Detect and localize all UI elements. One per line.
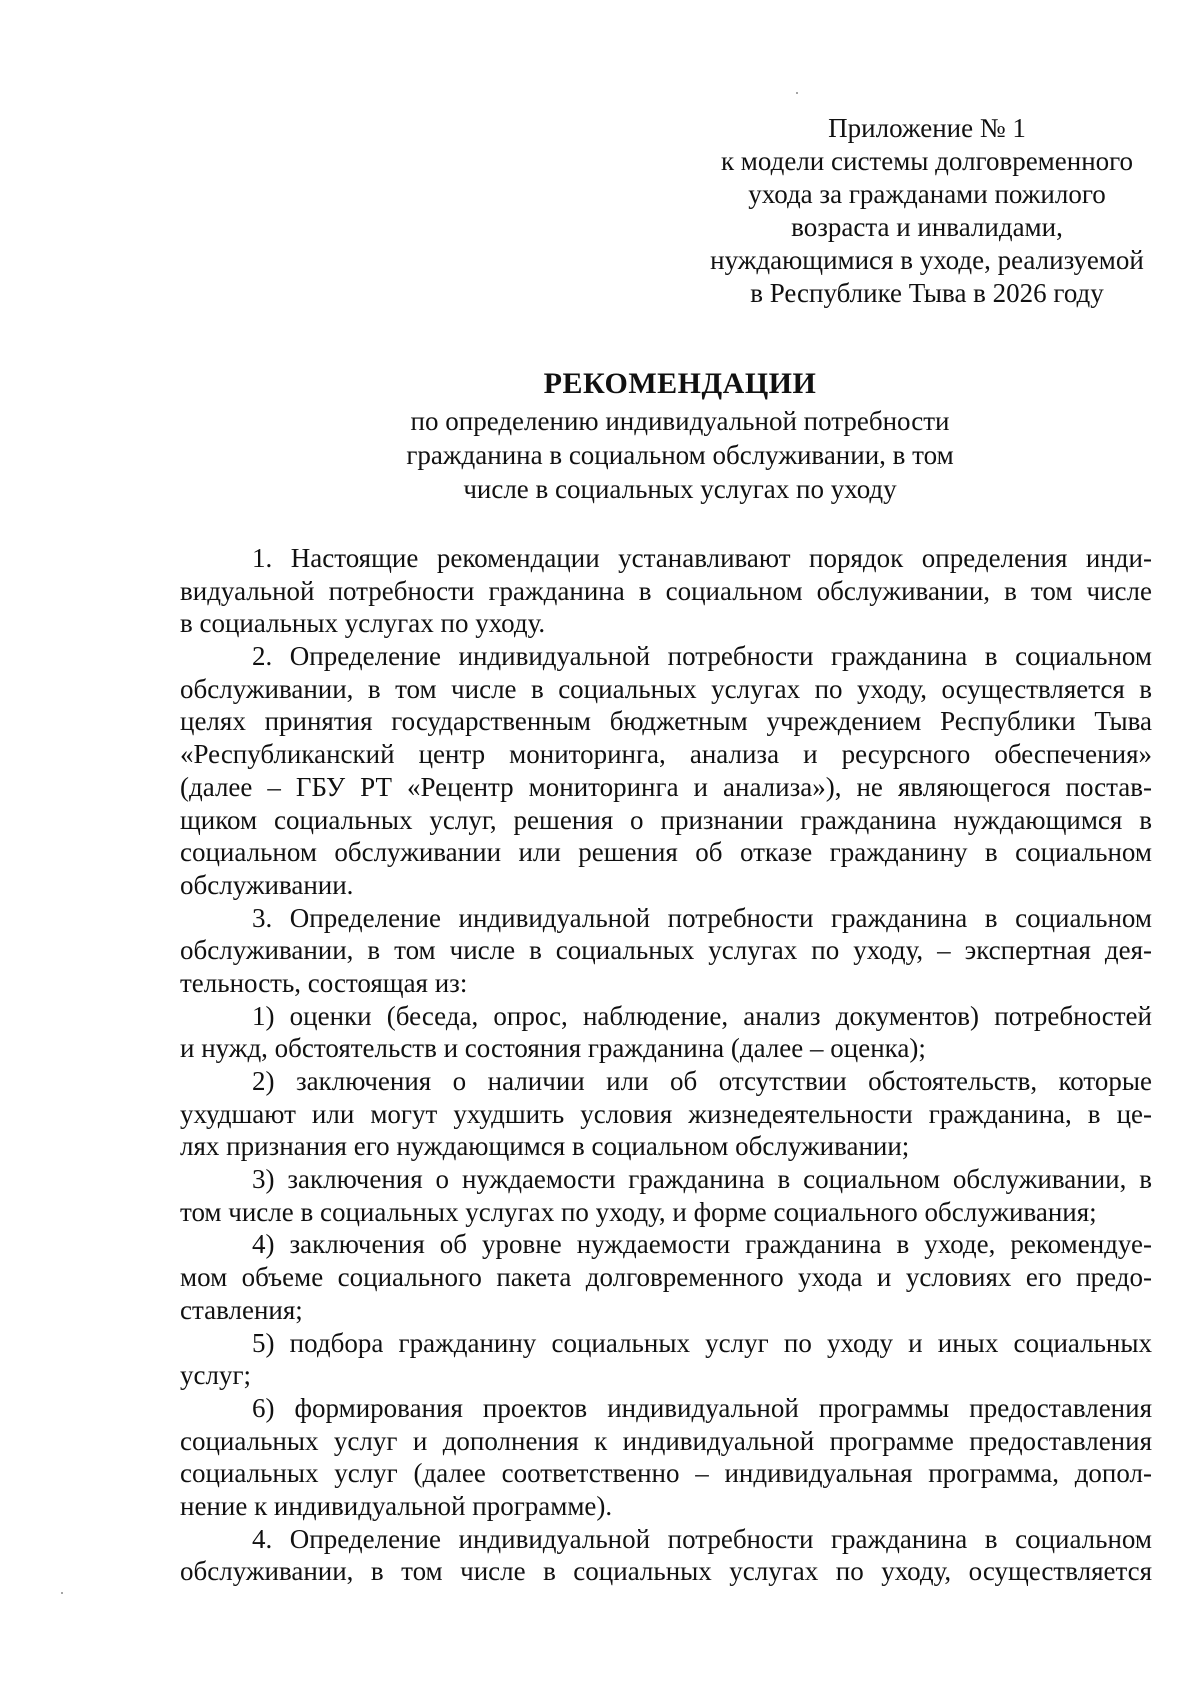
paragraph-3-line: обслуживании, в том числе в социальных услугах по уходу, – экспертная дея- <box>180 935 1152 966</box>
appendix-line: ухода за гражданами пожилого <box>748 179 1106 209</box>
appendix-line: к модели системы долговременного <box>720 146 1134 176</box>
title-block <box>180 367 1180 506</box>
list-item-4-line: ставления; <box>180 1294 303 1325</box>
paragraph-2-line: 2. Определение индивидуальной потребности гражданина в социальном <box>252 641 1152 672</box>
list-item-2-line: ухудшают или могут ухудшить условия жизнедеятельности гражданина, в це- <box>180 1098 1152 1129</box>
list-item-2-line: лях признания его нуждающимся в социальном обслуживании; <box>180 1131 910 1162</box>
list-item-2-line: 2) заключения о наличии или об отсутствии обстоятельств, которые <box>252 1066 1152 1096</box>
list-item-1-line: и нужд, обстоятельств и состояния гражданина (далее – оценка); <box>180 1033 926 1064</box>
list-item-5-line: услуг; <box>180 1360 252 1391</box>
paragraph-4-line: обслуживании, в том числе в социальных услугах по уходу, осуществляется <box>180 1556 1152 1587</box>
paragraph-4-line: 4. Определение индивидуальной потребности гражданина в социальном <box>252 1523 1152 1554</box>
list-item-6-line: социальных услуг (далее соответственно – индивидуальная программа, допол- <box>180 1458 1152 1489</box>
paragraph-2-line: обслуживании. <box>180 869 354 900</box>
list-item-3-line: 3) заключения о нуждаемости гражданина в социальном обслуживании, в <box>252 1164 1152 1195</box>
document-title: РЕКОМЕНДАЦИИ <box>543 367 817 400</box>
list-item-6-line: 6) формирования проектов индивидуальной программы предоставления <box>252 1392 1152 1423</box>
list-item-3-line: том числе в социальных услугах по уходу, и форме социального обслуживания; <box>180 1196 1097 1227</box>
paragraph-2-line: «Республиканский центр мониторинга, анализа и ресурсного обеспечения» <box>180 739 1152 770</box>
paragraph-1-line: в социальных услугах по уходу. <box>180 608 546 639</box>
appendix-line: возраста и инвалидами, <box>791 212 1063 242</box>
appendix-line: Приложение № 1 <box>828 113 1026 143</box>
subtitle-line: гражданина в социальном обслуживании, в том <box>406 440 954 470</box>
paragraph-1-line: 1. Настоящие рекомендации устанавливают порядок определения инди- <box>252 543 1152 573</box>
list-item-1-line: 1) оценки (беседа, опрос, наблюдение, анализ документов) потребностей <box>252 1000 1152 1031</box>
paragraph-3-line: 3. Определение индивидуальной потребности гражданина в социальном <box>252 902 1152 933</box>
paragraph-2-line: (далее – ГБУ РТ «Рецентр мониторинга и анализа»), не являющегося постав- <box>180 771 1152 802</box>
paragraph-2-line: целях принятия государственным бюджетным учреждением Республики Тыва <box>180 706 1152 737</box>
appendix-line: нуждающимися в уходе, реализуемой <box>710 245 1144 275</box>
appendix-header <box>690 112 1164 310</box>
paragraph-3-line: тельность, состоящая из: <box>180 967 468 998</box>
list-item-6-line: социальных услуг и дополнения к индивидуальной программе предоставления <box>180 1425 1152 1456</box>
paragraph-1-line: видуальной потребности гражданина в социальном обслуживании, в том числе <box>180 575 1152 606</box>
paragraph-2-line: обслуживании, в том числе в социальных услугах по уходу, осуществляется в <box>180 673 1152 704</box>
document-subtitle <box>180 404 1180 506</box>
paragraph-2-line: социальном обслуживании или решения об отказе гражданину в социальном <box>180 837 1152 868</box>
document-body <box>180 542 1152 1588</box>
list-item-5-line: 5) подбора гражданину социальных услуг по уходу и иных социальных <box>252 1327 1152 1358</box>
subtitle-line: числе в социальных услугах по уходу <box>463 474 897 504</box>
list-item-6-line: нение к индивидуальной программе). <box>180 1490 613 1521</box>
subtitle-line: по определению индивидуальной потребности <box>410 406 950 436</box>
scan-speck <box>61 1592 63 1594</box>
list-item-4-line: 4) заключения об уровне нуждаемости гражданина в уходе, рекомендуе- <box>252 1229 1152 1260</box>
appendix-line: в Республике Тыва в 2026 году <box>750 278 1104 308</box>
paragraph-2-line: щиком социальных услуг, решения о признании гражданина нуждающимся в <box>180 804 1152 835</box>
scan-speck <box>796 92 798 94</box>
list-item-4-line: мом объеме социального пакета долговременного ухода и условиях его предо- <box>180 1262 1152 1293</box>
